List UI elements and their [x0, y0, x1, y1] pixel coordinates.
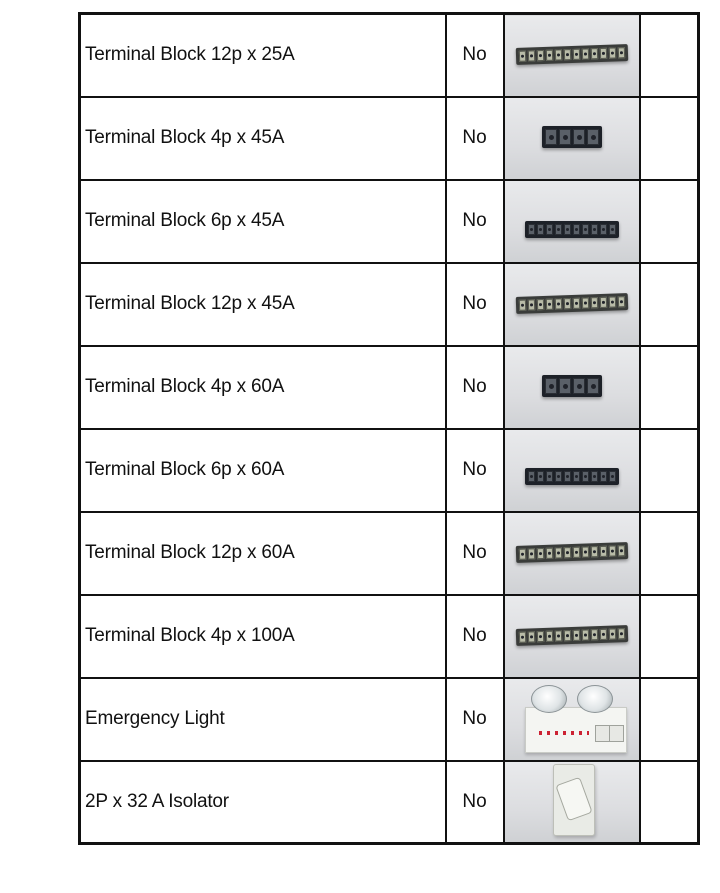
table-row [80, 346, 699, 429]
status-cell: No [446, 678, 504, 761]
status-cell: No [446, 180, 504, 263]
item-name: Terminal Block 4p x 45A [80, 97, 446, 180]
item-name: 2P x 32 A Isolator [80, 761, 446, 844]
table-row [80, 14, 699, 97]
empty-cell [640, 595, 699, 678]
items-table [78, 12, 700, 845]
item-name: Terminal Block 12p x 45A [80, 263, 446, 346]
photo-cell [504, 346, 640, 429]
photo-cell [504, 761, 640, 844]
photo-cell [504, 512, 640, 595]
terminal-block-photo-icon [525, 468, 619, 485]
item-name: Terminal Block 6p x 45A [80, 180, 446, 263]
table-row [80, 263, 699, 346]
status-cell: No [446, 595, 504, 678]
empty-cell [640, 14, 699, 97]
status-cell: No [446, 429, 504, 512]
table-row [80, 678, 699, 761]
photo-cell [504, 263, 640, 346]
empty-cell [640, 761, 699, 844]
table-row [80, 512, 699, 595]
table-row [80, 761, 699, 844]
status-cell: No [446, 14, 504, 97]
empty-cell [640, 97, 699, 180]
terminal-block-photo-icon [542, 375, 602, 397]
status-cell: No [446, 512, 504, 595]
photo-cell [504, 678, 640, 761]
terminal-block-photo-icon [542, 126, 602, 148]
terminal-block-photo-icon [515, 542, 628, 563]
terminal-block-photo-icon [515, 44, 628, 65]
status-cell: No [446, 97, 504, 180]
item-name: Terminal Block 12p x 25A [80, 14, 446, 97]
photo-cell [504, 97, 640, 180]
status-cell: No [446, 263, 504, 346]
status-cell: No [446, 346, 504, 429]
empty-cell [640, 180, 699, 263]
empty-cell [640, 263, 699, 346]
empty-cell [640, 346, 699, 429]
photo-cell [504, 595, 640, 678]
terminal-block-photo-icon [515, 293, 628, 314]
photo-cell [504, 14, 640, 97]
item-name: Terminal Block 4p x 100A [80, 595, 446, 678]
item-name: Terminal Block 6p x 60A [80, 429, 446, 512]
table-row [80, 97, 699, 180]
empty-cell [640, 429, 699, 512]
photo-cell [504, 180, 640, 263]
isolator-photo-icon [537, 762, 607, 836]
item-name: Terminal Block 12p x 60A [80, 512, 446, 595]
empty-cell [640, 678, 699, 761]
item-name: Terminal Block 4p x 60A [80, 346, 446, 429]
table-row [80, 595, 699, 678]
terminal-block-photo-icon [525, 221, 619, 238]
status-cell: No [446, 761, 504, 844]
table-row [80, 180, 699, 263]
item-name: Emergency Light [80, 678, 446, 761]
empty-cell [640, 512, 699, 595]
terminal-block-photo-icon [515, 625, 628, 646]
emergency-light-photo-icon [517, 681, 627, 753]
photo-cell [504, 429, 640, 512]
table-row [80, 429, 699, 512]
